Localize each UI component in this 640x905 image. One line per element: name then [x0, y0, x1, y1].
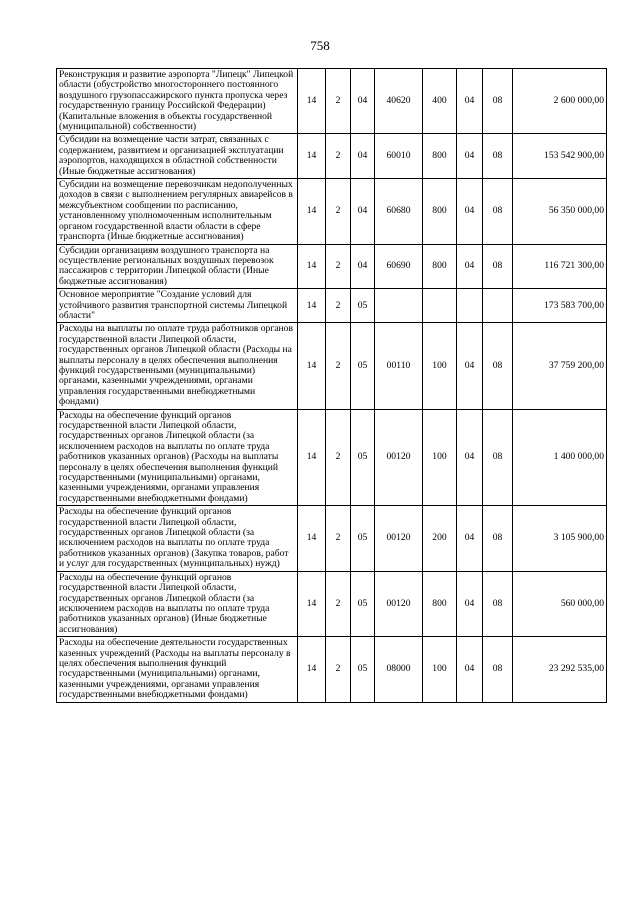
code-cell: 2 — [326, 409, 351, 506]
code-cell: 08 — [483, 244, 513, 289]
code-cell: 05 — [351, 506, 375, 571]
code-cell: 800 — [423, 571, 457, 636]
code-cell: 00120 — [375, 409, 423, 506]
code-cell: 60010 — [375, 134, 423, 179]
code-cell: 14 — [298, 323, 326, 409]
amount-cell: 3 105 900,00 — [513, 506, 607, 571]
code-cell: 04 — [351, 244, 375, 289]
amount-cell: 116 721 300,00 — [513, 244, 607, 289]
code-cell: 60680 — [375, 179, 423, 244]
code-cell: 04 — [457, 637, 483, 702]
code-cell: 2 — [326, 506, 351, 571]
row-description: Расходы на обеспечение деятельности государственных казенных учреждений (Расходы на выплаты персоналу в целях обеспечения выполнения функций государственными (муниципальными) органами, казенными учреждениями, органами управления государственными внебюджетными фондами) — [57, 637, 298, 702]
code-cell: 00120 — [375, 571, 423, 636]
row-description: Реконструкция и развитие аэропорта "Липецк" Липецкой области (обустройство многостороннего постоянного воздушного грузопассажирского пункта пропуска через государственную границу Российской Федерации) (Капитальные вложения в объекты государственной (муниципальной) собственности) — [57, 69, 298, 134]
code-cell: 08 — [483, 69, 513, 134]
code-cell: 2 — [326, 571, 351, 636]
code-cell: 2 — [326, 637, 351, 702]
code-cell: 08 — [483, 134, 513, 179]
code-cell: 800 — [423, 244, 457, 289]
code-cell: 200 — [423, 506, 457, 571]
table-row — [57, 323, 607, 409]
code-cell: 14 — [298, 409, 326, 506]
code-cell: 2 — [326, 69, 351, 134]
row-description: Субсидии организациям воздушного транспорта на осуществление региональных воздушных перевозок пассажиров с территории Липецкой области (Иные бюджетные ассигнования) — [57, 244, 298, 289]
amount-cell: 560 000,00 — [513, 571, 607, 636]
code-cell: 04 — [457, 506, 483, 571]
code-cell: 04 — [457, 134, 483, 179]
amount-cell: 56 350 000,00 — [513, 179, 607, 244]
code-cell: 08 — [483, 637, 513, 702]
code-cell: 04 — [351, 69, 375, 134]
code-cell: 08 — [483, 506, 513, 571]
code-cell: 14 — [298, 69, 326, 134]
code-cell: 40620 — [375, 69, 423, 134]
code-cell: 04 — [457, 244, 483, 289]
amount-cell: 37 759 200,00 — [513, 323, 607, 409]
amount-cell: 173 583 700,00 — [513, 289, 607, 323]
code-cell: 2 — [326, 179, 351, 244]
code-cell: 14 — [298, 637, 326, 702]
code-cell: 08000 — [375, 637, 423, 702]
table-row — [57, 134, 607, 179]
amount-cell: 2 600 000,00 — [513, 69, 607, 134]
code-cell: 14 — [298, 289, 326, 323]
row-description: Субсидии на возмещение перевозчикам недополученных доходов в связи с выполнением регулярных авиарейсов в межсубъектном сообщении по расписанию, установленному уполномоченным исполнительным органом государственной власти области в сфере транспорта (Иные бюджетные ассигнования) — [57, 179, 298, 244]
code-cell: 2 — [326, 289, 351, 323]
code-cell: 400 — [423, 69, 457, 134]
code-cell — [483, 289, 513, 323]
code-cell: 05 — [351, 571, 375, 636]
code-cell: 04 — [457, 409, 483, 506]
code-cell: 800 — [423, 134, 457, 179]
row-description: Основное мероприятие "Создание условий для устойчивого развития транспортной системы Липецкой области" — [57, 289, 298, 323]
code-cell: 60690 — [375, 244, 423, 289]
table-row — [57, 571, 607, 636]
table-row — [57, 179, 607, 244]
table-row — [57, 409, 607, 506]
code-cell: 08 — [483, 323, 513, 409]
table-row — [57, 69, 607, 134]
row-description: Расходы на обеспечение функций органов государственной власти Липецкой области, государственных органов Липецкой области (за исключением расходов на выплаты по оплате труда работников указанных органов) (Закупка товаров, работ и услуг для государственных (муниципальных) нужд) — [57, 506, 298, 571]
code-cell — [375, 289, 423, 323]
code-cell: 100 — [423, 409, 457, 506]
code-cell: 04 — [457, 323, 483, 409]
code-cell: 2 — [326, 134, 351, 179]
code-cell: 14 — [298, 506, 326, 571]
code-cell: 04 — [457, 179, 483, 244]
table-body — [57, 69, 607, 703]
code-cell: 05 — [351, 323, 375, 409]
table-row — [57, 244, 607, 289]
code-cell: 14 — [298, 571, 326, 636]
code-cell: 04 — [351, 134, 375, 179]
code-cell: 100 — [423, 637, 457, 702]
row-description: Субсидии на возмещение части затрат, связанных с содержанием, развитием и организацией эксплуатации аэропортов, находящихся в областной собственности (Иные бюджетные ассигнования) — [57, 134, 298, 179]
amount-cell: 1 400 000,00 — [513, 409, 607, 506]
code-cell: 14 — [298, 179, 326, 244]
code-cell: 08 — [483, 409, 513, 506]
table-row — [57, 637, 607, 702]
page-number: 758 — [310, 38, 330, 53]
code-cell: 04 — [457, 571, 483, 636]
code-cell: 05 — [351, 637, 375, 702]
table-row — [57, 289, 607, 323]
amount-cell: 153 542 900,00 — [513, 134, 607, 179]
code-cell — [457, 289, 483, 323]
code-cell: 08 — [483, 571, 513, 636]
row-description: Расходы на обеспечение функций органов государственной власти Липецкой области, государственных органов Липецкой области (за исключением расходов на выплаты по оплате труда работников указанных органов) (Иные бюджетные ассигнования) — [57, 571, 298, 636]
code-cell: 04 — [457, 69, 483, 134]
code-cell: 00110 — [375, 323, 423, 409]
code-cell: 14 — [298, 244, 326, 289]
code-cell: 05 — [351, 409, 375, 506]
code-cell: 08 — [483, 179, 513, 244]
code-cell: 14 — [298, 134, 326, 179]
code-cell: 05 — [351, 289, 375, 323]
code-cell: 800 — [423, 179, 457, 244]
code-cell: 04 — [351, 179, 375, 244]
code-cell — [423, 289, 457, 323]
table-row — [57, 506, 607, 571]
amount-cell: 23 292 535,00 — [513, 637, 607, 702]
row-description: Расходы на обеспечение функций органов государственной власти Липецкой области, государственных органов Липецкой области (за исключением расходов на выплаты по оплате труда работников указанных органов) (Расходы на выплаты персоналу в целях обеспечения выполнения функций государственными (муниципальными) органами, казенными учреждениями, органами управления государственными внебюджетными фондами) — [57, 409, 298, 506]
code-cell: 100 — [423, 323, 457, 409]
code-cell: 00120 — [375, 506, 423, 571]
row-description: Расходы на выплаты по оплате труда работников органов государственной власти Липецкой области, государственных органов Липецкой области (Расходы на выплаты персоналу в целях обеспечения выполнения функций государственными (муниципальными) органами, казенными учреждениями, органами управления государственными внебюджетными фондами) — [57, 323, 298, 409]
code-cell: 2 — [326, 323, 351, 409]
budget-table — [56, 68, 607, 703]
code-cell: 2 — [326, 244, 351, 289]
